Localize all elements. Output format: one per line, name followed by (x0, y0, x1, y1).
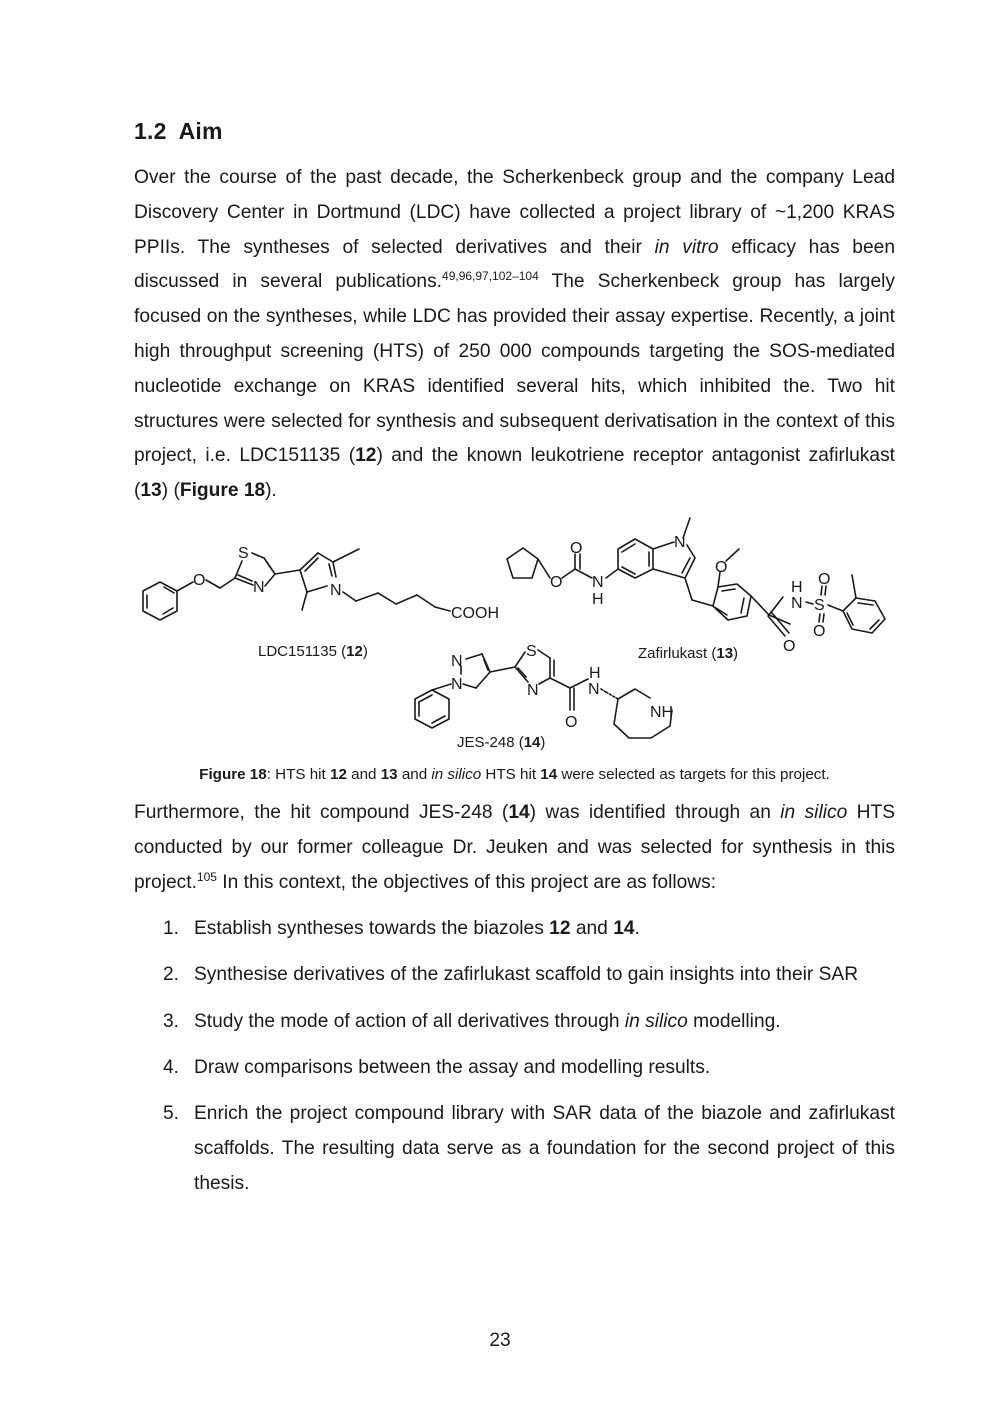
atom-o-methoxy: O (715, 559, 728, 576)
atom-n-pyrrole: N (330, 582, 342, 599)
figure-reference: Figure 18 (179, 480, 266, 502)
atom-n-pyrazole-1: N (451, 653, 463, 670)
objective-item: 5. Enrich the project compound library with SAR data of the biazole and zafirlukast scaffolds. The resulting data serve as a foundation for the second project of this thesis. (163, 1103, 895, 1194)
indole-benzene-ring (618, 539, 653, 578)
section-title: Aim (178, 118, 223, 144)
atom-h-carbamate: H (592, 591, 604, 608)
label-ldc151135: LDC151135 (12) (258, 643, 368, 660)
atom-n-indole: N (674, 534, 686, 551)
atom-s-sulfonyl: S (814, 597, 825, 614)
objective-item: 2. Synthesise derivatives of the zafirlukast scaffold to gain insights into their SAR (163, 964, 859, 986)
phenyl-ring (143, 582, 177, 620)
atom-n-sulfonamide: N (791, 595, 803, 612)
atom-h-sulfonamide: H (791, 579, 803, 596)
objective-item: 4. Draw comparisons between the assay and modelling results. (163, 1056, 711, 1078)
atom-nh-piperidine: NH (650, 704, 674, 721)
objective-item: 1. Establish syntheses towards the biazoles 12 and 14. (163, 918, 640, 939)
atom-n-carbamate: N (592, 574, 604, 591)
atom-o-sulfonyl-2: O (813, 623, 826, 640)
atom-o-carbamate: O (550, 574, 563, 591)
followup-paragraph: Furthermore, the hit compound JES-248 (14) was identified through an in silico HTS conducted by our former colleague Dr. Jeuken and was selected for synthesis in this project.$^{105}$ In this context, the objectives of this project are as follows: (134, 802, 896, 893)
citation-ref: 105 (196, 869, 217, 884)
section-number: 1.2 (134, 118, 167, 144)
label-zafirlukast: Zafirlukast (13) (638, 645, 739, 662)
structure-ldc151135 (143, 549, 450, 620)
citation-ref: 49,96,97,102–104 (442, 269, 539, 284)
atom-o-ether: O (193, 572, 206, 589)
objective-item: 3. Study the mode of action of all derivatives through in silico modelling. (163, 1010, 781, 1032)
section-heading (134, 118, 223, 145)
atom-n-pyrazole-2: N (451, 676, 463, 693)
chemical-structures-diagram (130, 512, 900, 762)
atom-n-amide-2: N (588, 681, 600, 698)
objectives-list (134, 912, 895, 1213)
atom-n-thiazole-2: N (527, 682, 539, 699)
atom-cooh: COOH (451, 605, 499, 622)
atom-s-thiazole-2: S (526, 643, 537, 660)
figure-caption: Figure 18: HTS hit 12 and 13 and in silico HTS hit 14 were selected as targets for this project. (199, 766, 830, 783)
figure-18 (130, 512, 900, 762)
label-jes248: JES-248 (14) (457, 734, 546, 751)
cyclopentyl-ring (507, 548, 538, 578)
atom-o-amide: O (783, 638, 796, 655)
atom-o-sulfonyl-1: O (818, 571, 831, 588)
atom-s-thiazole: S (238, 545, 249, 562)
atom-o-amide-2: O (565, 714, 578, 731)
atom-o-carbonyl: O (570, 540, 583, 557)
intro-paragraph: Over the course of the past decade, the Scherkenbeck group and the company Lead Discovery Center in Dortmund (LDC) have collected a project library of ~1,200 KRAS PPIIs. The syntheses of selected derivatives and their in vitro efficacy has been discussed in several publications.$^{49,96,97,102-104}$ The Scherkenbeck group has largely focused on the syntheses, while LDC has provided their assay expertise. Recently, a joint high throughput screening (HTS) of 250 000 compounds targeting the SOS-mediated nucleotide exchange on KRAS identified several hits, which inhibited the. Two hit structures were selected for synthesis and subsequent derivatisation in the context of this project, i.e. LDC151135 (12) and the known leukotriene receptor antagonist zafirlukast (13) (Figure 18). (134, 167, 895, 502)
atom-n-thiazole: N (253, 579, 265, 596)
atom-h-amide-2: H (589, 665, 601, 682)
page-number: 23 (489, 1330, 511, 1351)
